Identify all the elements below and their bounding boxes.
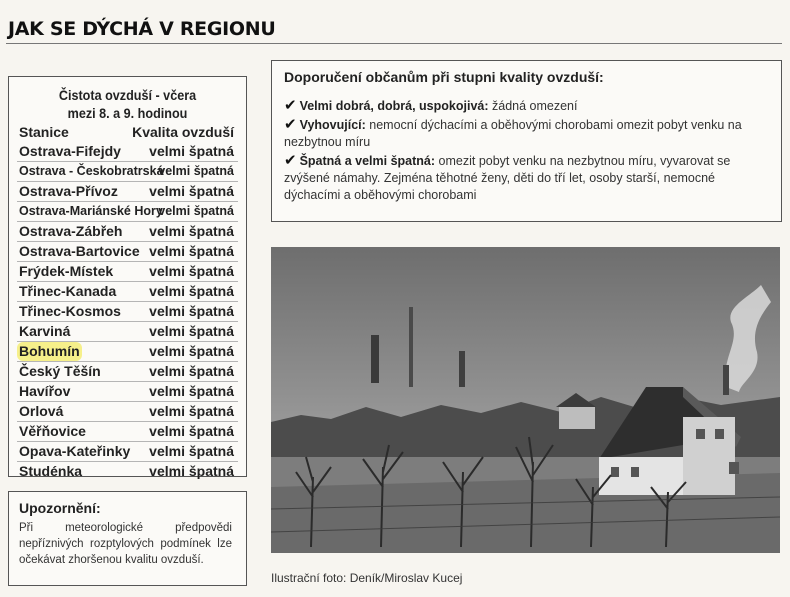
table-header <box>17 124 238 142</box>
table-row <box>17 442 238 462</box>
table-row <box>17 242 238 262</box>
photo-scene <box>271 247 780 553</box>
station-name: Ostrava - Českobratrská <box>19 164 164 178</box>
station-name: Ostrava-Fifejdy <box>19 143 121 159</box>
checkmark-icon: ✔ <box>284 97 297 114</box>
recommendation-item <box>284 97 769 115</box>
table-row <box>17 222 238 242</box>
station-name: Frýdek-Místek <box>19 263 114 279</box>
quality-value: velmi špatná <box>158 164 234 178</box>
station-name: Bohumín <box>19 343 80 359</box>
warning-title: Upozornění: <box>19 500 101 516</box>
recommendation-text: nemocní dýchacími a oběhovými chorobami omezit pobyt venku na nezbytnou míru <box>284 118 742 149</box>
recommendation-item <box>284 116 769 151</box>
station-name: Studénka <box>19 463 83 479</box>
quality-value: velmi špatná <box>149 403 234 419</box>
recommendation-item <box>284 152 769 204</box>
station-name: Ostrava-Mariánské Hory <box>19 204 163 218</box>
table-row <box>17 262 238 282</box>
quality-value: velmi špatná <box>149 463 234 479</box>
table-rows <box>17 142 238 481</box>
table-row <box>17 322 238 342</box>
quality-value: velmi špatná <box>149 443 234 459</box>
station-name: Třinec-Kanada <box>19 283 117 299</box>
quality-value: velmi špatná <box>149 143 234 159</box>
quality-level: Špatná a velmi špatná: <box>299 154 436 168</box>
recommendation-text: omezit pobyt venku na nezbytnou míru, vyvarovat se zvýšené námahy. Zejména těhotné ženy, děti do tří let, osoby starší, nemocné dýchacími a oběhovými chorobami <box>284 154 731 202</box>
quality-value: velmi špatná <box>149 243 234 259</box>
table-row <box>17 362 238 382</box>
table-title-line1: Čistota ovzduší - včera <box>58 87 197 103</box>
checkmark-icon: ✔ <box>284 116 297 133</box>
quality-value: velmi špatná <box>149 303 234 319</box>
station-name: Ostrava-Bartovice <box>19 243 140 259</box>
quality-value: velmi špatná <box>149 223 234 239</box>
station-name: Ostrava-Přívoz <box>19 183 118 199</box>
station-name: Karviná <box>19 323 71 339</box>
table-row <box>17 462 238 481</box>
table-title-line2: mezi 8. a 9. hodinou <box>67 105 188 121</box>
checkmark-icon: ✔ <box>284 152 297 169</box>
quality-value: velmi špatná <box>149 323 234 339</box>
headline-rule <box>6 43 782 44</box>
table-row <box>17 142 238 162</box>
table-row <box>17 182 238 202</box>
table-row <box>17 422 238 442</box>
quality-level: Vyhovující: <box>299 118 366 132</box>
column-header-station: Stanice <box>19 124 69 140</box>
table-row <box>17 282 238 302</box>
table-title <box>21 86 234 122</box>
quality-value: velmi špatná <box>158 204 234 218</box>
recommendation-list <box>284 97 769 205</box>
station-name: Český Těšín <box>19 363 101 379</box>
table-row <box>17 162 238 182</box>
quality-level: Velmi dobrá, dobrá, uspokojivá: <box>299 99 489 113</box>
recommendation-text: žádná omezení <box>492 99 578 113</box>
quality-value: velmi špatná <box>149 383 234 399</box>
station-name: Věřňovice <box>19 423 86 439</box>
station-name: Ostrava-Zábřeh <box>19 223 123 239</box>
quality-value: velmi špatná <box>149 423 234 439</box>
column-header-quality: Kvalita ovzduší <box>132 124 234 140</box>
station-name: Orlová <box>19 403 64 419</box>
quality-value: velmi špatná <box>149 343 234 359</box>
recommendation-title: Doporučení občanům při stupni kvality ovzduší: <box>284 69 604 85</box>
table-row <box>17 342 238 362</box>
station-name: Havířov <box>19 383 71 399</box>
table-row <box>17 382 238 402</box>
photo-caption: Ilustrační foto: Deník/Miroslav Kucej <box>271 571 463 585</box>
recommendation-box <box>271 60 782 222</box>
quality-value: velmi špatná <box>149 183 234 199</box>
station-name: Opava-Kateřinky <box>19 443 131 459</box>
warning-box <box>8 491 247 586</box>
headline: JAK SE DÝCHÁ V REGIONU <box>8 18 276 40</box>
table-row <box>17 402 238 422</box>
quality-value: velmi špatná <box>149 363 234 379</box>
illustration-photo <box>271 247 780 553</box>
table-row <box>17 302 238 322</box>
quality-value: velmi špatná <box>149 283 234 299</box>
quality-value: velmi špatná <box>149 263 234 279</box>
station-name: Třinec-Kosmos <box>19 303 121 319</box>
table-row <box>17 202 238 222</box>
air-quality-table <box>8 76 247 477</box>
warning-text: Při meteorologické předpovědi nepříznivých rozptylových podmínek lze očekávat zhoršenou kvalitu ovzduší. <box>19 522 232 566</box>
